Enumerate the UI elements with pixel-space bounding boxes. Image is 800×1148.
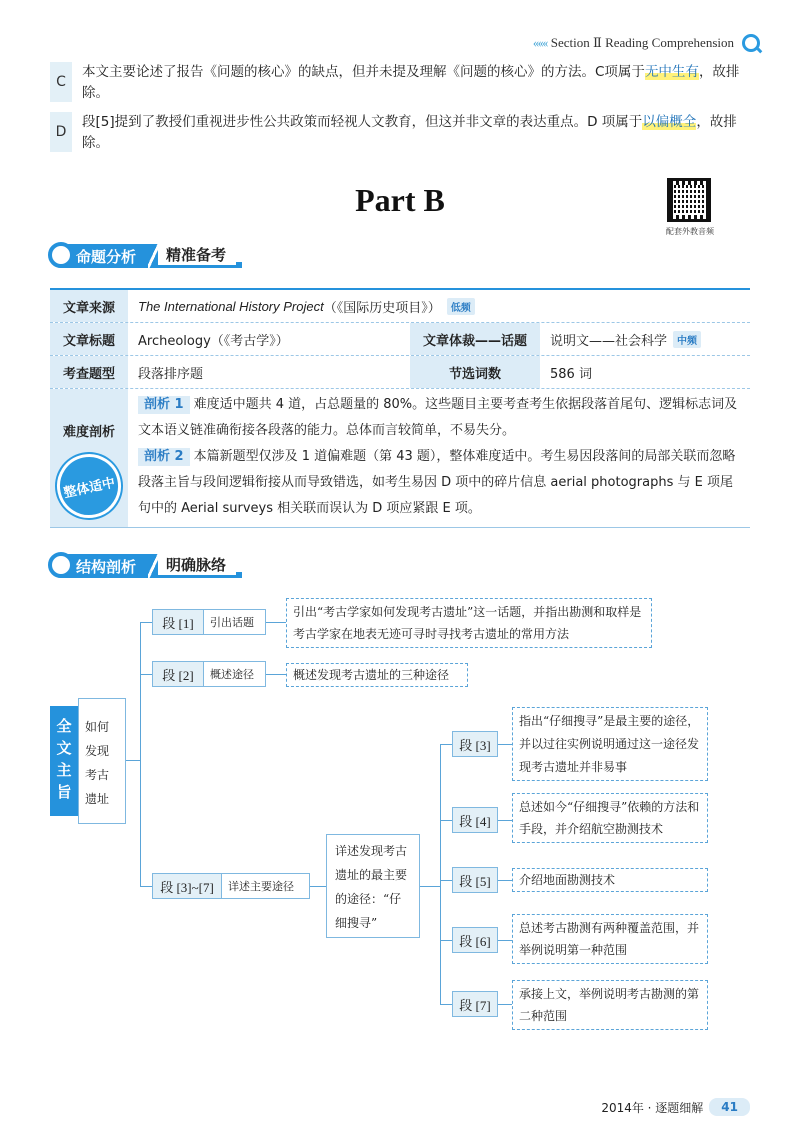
para-5-desc: 介绍地面勘测技术 — [512, 868, 708, 892]
section-subtitle: 精准备考 — [158, 244, 236, 268]
info-row-title: 文章标题 Archeology（《考古学》） 文章体裁——话题 说明文——社会科学 中频 — [50, 323, 750, 356]
para-2-label: 段 [2] — [152, 661, 204, 687]
highlight: 以偏概全 — [642, 114, 697, 130]
option-letter: D — [50, 112, 72, 152]
para-1-label: 段 [1] — [152, 609, 204, 635]
page-number: 41 — [709, 1098, 750, 1116]
option-d — [50, 112, 750, 154]
section-title: 命题分析 — [76, 247, 137, 266]
footer-text: 2014年 · 逐题细解 — [601, 1100, 704, 1115]
running-header — [533, 34, 760, 52]
para-3-7-desc: 详述发现考古遗址的最主要的途径：“仔细搜寻” — [326, 834, 420, 938]
para-4-desc: 总述如今“仔细搜寻”依赖的方法和手段，并介绍航空勘测技术 — [512, 793, 708, 843]
para-3-7-label: 段 [3]~[7] — [152, 873, 222, 899]
para-3-7-note: 详述主要途径 — [222, 873, 310, 899]
info-table — [50, 288, 750, 528]
section-heading-structure — [50, 553, 242, 579]
para-1-note: 引出话题 — [204, 609, 266, 635]
section-title: Section Ⅱ Reading Comprehension — [550, 35, 734, 50]
analysis-badge: 剖析 2 — [138, 448, 190, 466]
qr-code-icon[interactable] — [667, 178, 711, 222]
info-row-type: 考查题型 段落排序题 节选词数 586 词 — [50, 356, 750, 389]
para-2-desc: 概述发现考古遗址的三种途径 — [286, 663, 468, 687]
para-1-desc: 引出“考古学家如何发现考古遗址”这一话题，并指出勘测和取样是考古学家在地表无迹可寻时寻找考古遗址的常用方法 — [286, 598, 652, 648]
option-text: 段[5]提到了教授们重视进步性公共政策而轻视人文教育，但这并非文章的表达重点。D 项属于以偏概全，故排除。 — [82, 114, 737, 151]
analysis-badge: 剖析 1 — [138, 396, 190, 414]
para-5-label: 段 [5] — [452, 867, 498, 893]
para-6-label: 段 [6] — [452, 927, 498, 953]
difficulty-stamp: 整体适中 — [51, 448, 127, 524]
q-icon — [48, 552, 74, 578]
part-title: Part B — [355, 182, 445, 218]
section-subtitle: 明确脉络 — [158, 554, 236, 578]
info-row-source: 文章来源 The International History Project （《国际历史项目》） 低频 — [50, 290, 750, 323]
highlight: 无中生有 — [644, 64, 699, 80]
structure-mindmap — [0, 590, 800, 1060]
para-3-label: 段 [3] — [452, 731, 498, 757]
option-c — [50, 62, 750, 104]
page-footer — [601, 1098, 750, 1116]
option-letter: C — [50, 62, 72, 102]
section-heading-analysis — [50, 243, 242, 269]
para-7-desc: 承接上文，举例说明考古勘测的第二种范围 — [512, 980, 708, 1030]
q-icon — [48, 242, 74, 268]
search-q-icon — [742, 34, 760, 52]
section-title: 结构剖析 — [76, 557, 137, 576]
arrows-icon: ‹‹‹‹‹‹ — [532, 35, 547, 50]
theme-text: 如何发现考古遗址 — [78, 698, 126, 824]
para-7-label: 段 [7] — [452, 991, 498, 1017]
frequency-badge: 低频 — [447, 298, 475, 315]
para-2-note: 概述途径 — [204, 661, 266, 687]
theme-box: 全文主旨 — [50, 706, 78, 816]
para-3-desc: 指出“仔细搜寻”是最主要的途径，并以过往实例说明通过这一途径发现考古遗址并非易事 — [512, 707, 708, 781]
para-6-desc: 总述考古勘测有两种覆盖范围，并举例说明第一种范围 — [512, 914, 708, 964]
para-4-label: 段 [4] — [452, 807, 498, 833]
option-text: 本文主要论述了报告《问题的核心》的缺点，但并未提及理解《问题的核心》的方法。C项属于无中生有，故排除。 — [82, 64, 740, 101]
qr-caption: 配套外教音频 — [666, 227, 714, 236]
frequency-badge: 中频 — [673, 331, 701, 348]
info-row-difficulty: 难度剖析 整体适中 剖析 1 难度适中题共 4 道，占总题量的 80%。这些题目主要考查考生依据段落首尾句、逻辑标志词及文本语义链准确衔接各段落的能力。总体而言较简单，不易失分。 剖析 2 本篇新题型仅涉及 1 道偏难题（第 43 题），整体难度适中。考生易因段落间的局部关联而忽略段落主旨与段间逻辑衔接从而导致错选，如考生易因 D 项中的碎片信息 aerial photographs 与 E 项尾句中的 Aerial surveys 相关联而误认为 D 项应紧跟 E 项。 — [50, 389, 750, 527]
